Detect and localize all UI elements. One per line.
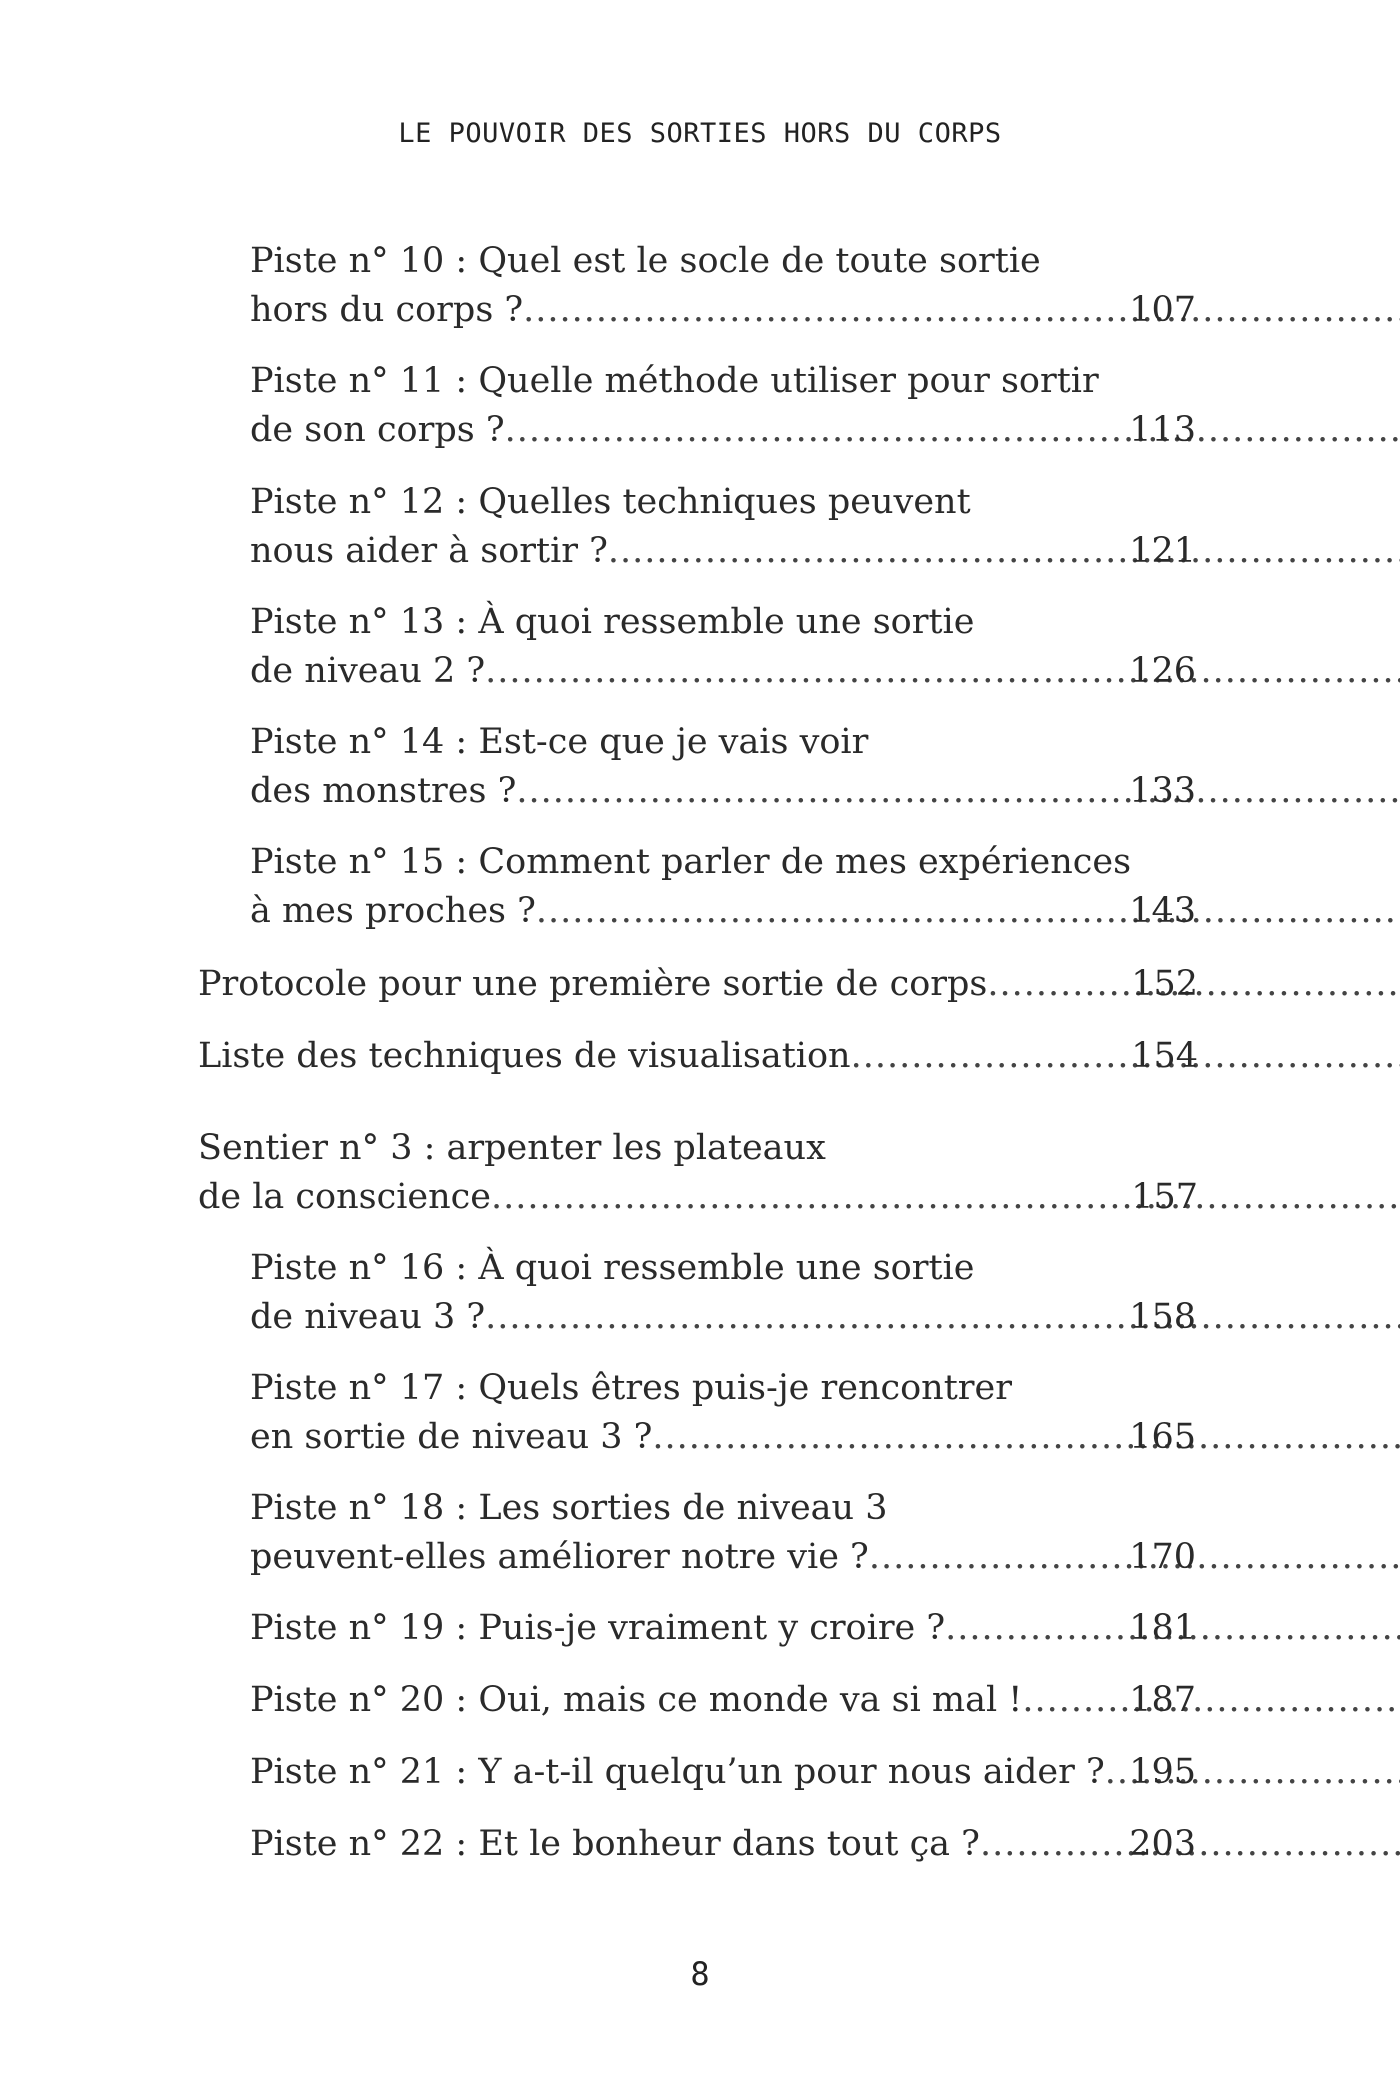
toc-subentry: [250, 1604, 1196, 1653]
toc-page-number: 158: [1129, 1297, 1196, 1337]
dot-leader: [485, 647, 1400, 696]
toc-entry-title: Piste n° 22 : Et le bonheur dans tout ça ?: [250, 1824, 980, 1864]
toc-entry-title: de la conscience: [198, 1177, 491, 1217]
toc-line: Piste n° 11 : Quelle méthode utiliser pour sortir: [250, 361, 1099, 401]
toc-line: [250, 1293, 1196, 1342]
toc-line-text-area: [250, 887, 1400, 936]
toc-line: Piste n° 17 : Quels êtres puis-je rencontrer: [250, 1368, 1012, 1408]
toc-entry: [198, 1032, 1198, 1081]
toc-line: [250, 1533, 1196, 1582]
toc-page-number: 170: [1129, 1537, 1196, 1577]
toc-line: [250, 1413, 1196, 1462]
toc-line-text-area: [250, 767, 1400, 816]
toc-subentry: [250, 1676, 1196, 1725]
dot-leader: [1022, 1676, 1400, 1725]
toc-line: [250, 406, 1196, 455]
toc-subentry: [250, 1364, 1196, 1462]
toc-line: [198, 960, 1198, 1009]
toc-page-number: 187: [1129, 1680, 1196, 1720]
toc-line: [250, 767, 1196, 816]
toc-line: [250, 1676, 1196, 1725]
toc-subentry: [250, 478, 1196, 576]
toc-subentry: [250, 1484, 1196, 1582]
toc-page-number: 152: [1131, 964, 1198, 1004]
toc-entry-title: de niveau 2 ?: [250, 651, 486, 691]
toc-line-text-area: [198, 1173, 1400, 1222]
toc-line-text-area: [250, 1676, 1400, 1725]
toc-entry-title: Piste n° 21 : Y a-t-il quelqu’un pour nous aider ?: [250, 1752, 1105, 1792]
toc-line-text-area: [250, 1604, 1400, 1653]
toc-entry: [198, 1124, 1198, 1222]
toc-line-text-area: [250, 1413, 1400, 1462]
toc-page-number: 113: [1129, 410, 1196, 450]
toc-line: Piste n° 15 : Comment parler de mes expériences: [250, 842, 1132, 882]
toc-entry-title: nous aider à sortir ?: [250, 531, 608, 571]
toc-line: [250, 1604, 1196, 1653]
toc-page-number: 143: [1129, 891, 1196, 931]
toc-entry-title: en sortie de niveau 3 ?: [250, 1417, 653, 1457]
toc-line: [250, 286, 1196, 335]
toc-line: [250, 647, 1196, 696]
toc-subentry: [250, 838, 1196, 936]
toc-line-text-area: [250, 1820, 1400, 1869]
toc-page-number: 133: [1129, 771, 1196, 811]
page-number: 8: [690, 1955, 710, 1993]
toc-line: [250, 887, 1196, 936]
toc-entry: [198, 960, 1198, 1009]
toc-line: Piste n° 18 : Les sorties de niveau 3: [250, 1488, 888, 1528]
toc-subentry: [250, 237, 1196, 335]
dot-leader: [652, 1413, 1400, 1462]
toc-line: [198, 1173, 1198, 1222]
toc-entry-title: Protocole pour une première sortie de corps: [198, 964, 988, 1004]
toc-line: Piste n° 12 : Quelles techniques peuvent: [250, 482, 971, 522]
toc-line: [250, 1820, 1196, 1869]
toc-line: [198, 1032, 1198, 1081]
toc-page-number: 165: [1129, 1417, 1196, 1457]
toc-line: [250, 1748, 1196, 1797]
dot-leader: [536, 887, 1400, 936]
toc-subentry: [250, 1748, 1196, 1797]
toc-line: Piste n° 16 : À quoi ressemble une sortie: [250, 1248, 975, 1288]
dot-leader: [485, 1293, 1400, 1342]
toc-page-number: 157: [1131, 1177, 1198, 1217]
dot-leader: [491, 1173, 1400, 1222]
toc-line-text-area: [198, 960, 1400, 1009]
toc-entry-title: Piste n° 19 : Puis-je vraiment y croire ?: [250, 1608, 946, 1648]
toc-entry-title: des monstres ?: [250, 771, 517, 811]
toc-subentry: [250, 598, 1196, 696]
toc-line-text-area: [250, 527, 1400, 576]
toc-subentry: [250, 1244, 1196, 1342]
toc-entry-title: Piste n° 20 : Oui, mais ce monde va si mal !: [250, 1680, 1023, 1720]
toc-page-number: 107: [1129, 290, 1196, 330]
toc-entry-title: peuvent-elles améliorer notre vie ?: [250, 1537, 869, 1577]
dot-leader: [523, 286, 1400, 335]
toc-page-number: 121: [1129, 531, 1196, 571]
toc-entry-title: de son corps ?: [250, 410, 505, 450]
dot-leader: [516, 767, 1400, 816]
toc-subentry: [250, 357, 1196, 455]
toc-page-number: 181: [1129, 1608, 1196, 1648]
toc-line: Piste n° 10 : Quel est le socle de toute sortie: [250, 241, 1041, 281]
toc-page-number: 154: [1131, 1036, 1198, 1076]
toc-page-number: 126: [1129, 651, 1196, 691]
dot-leader: [505, 406, 1400, 455]
toc-line-text-area: [250, 406, 1400, 455]
toc-line-text-area: [198, 1032, 1400, 1081]
toc-line: Piste n° 14 : Est-ce que je vais voir: [250, 722, 869, 762]
dot-leader: [608, 527, 1400, 576]
toc-line: Sentier n° 3 : arpenter les plateaux: [198, 1128, 826, 1168]
toc-line-text-area: [250, 1533, 1400, 1582]
toc-subentry: [250, 1820, 1196, 1869]
toc-page-number: 203: [1129, 1824, 1196, 1864]
toc-line: Piste n° 13 : À quoi ressemble une sortie: [250, 602, 975, 642]
toc-line-text-area: [250, 647, 1400, 696]
toc-line-text-area: [250, 286, 1400, 335]
toc-line: [250, 527, 1196, 576]
toc-entry-title: Liste des techniques de visualisation: [198, 1036, 851, 1076]
toc-entry-title: hors du corps ?: [250, 290, 524, 330]
toc-subentry: [250, 718, 1196, 816]
toc-line-text-area: [250, 1293, 1400, 1342]
toc-entry-title: de niveau 3 ?: [250, 1297, 486, 1337]
toc-page-number: 195: [1129, 1752, 1196, 1792]
running-head: LE POUVOIR DES SORTIES HORS DU CORPS: [398, 118, 1002, 149]
toc-line-text-area: [250, 1748, 1400, 1797]
toc-entry-title: à mes proches ?: [250, 891, 536, 931]
